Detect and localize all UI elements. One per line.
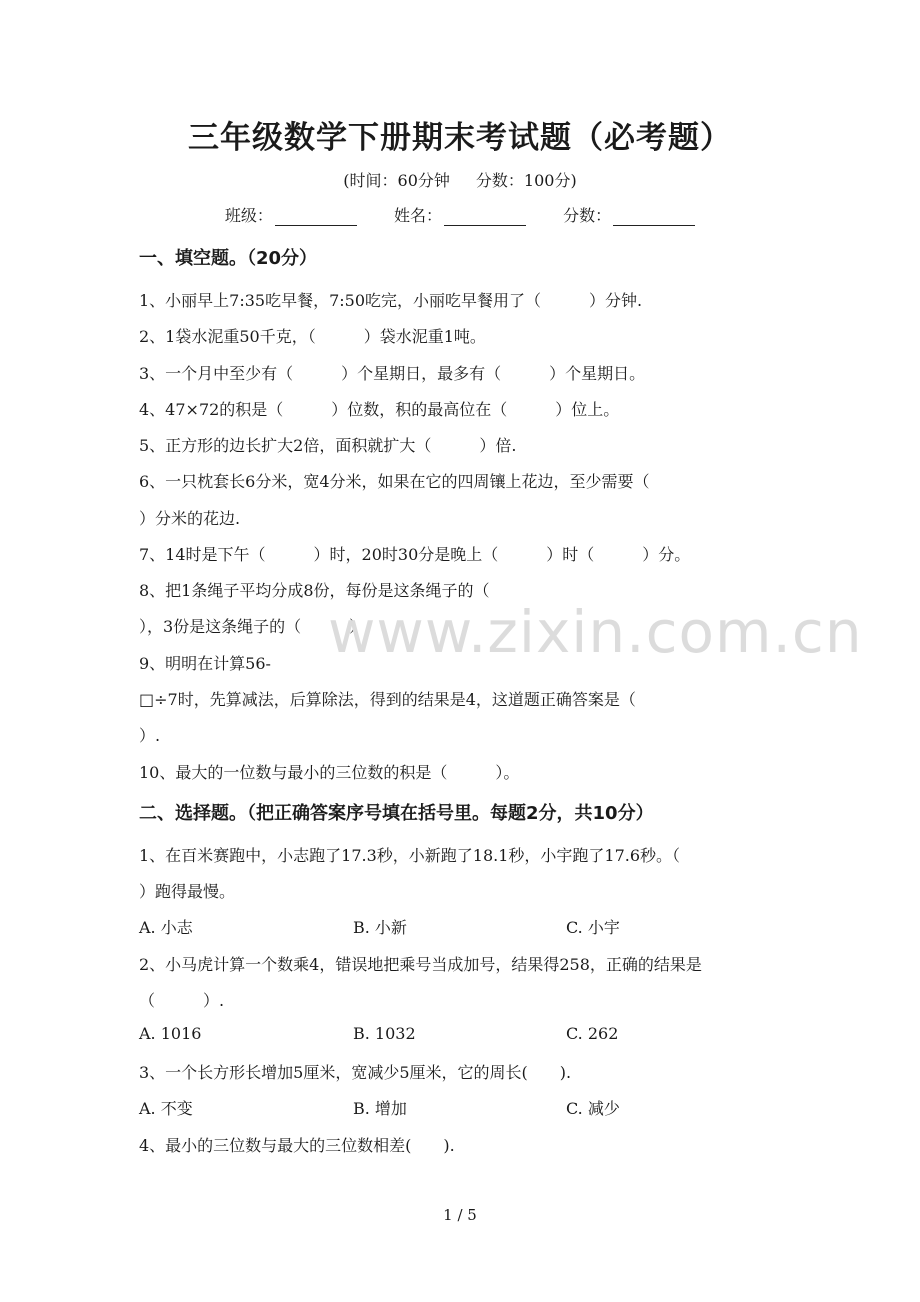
option-c: C. 小宇 [566, 918, 620, 937]
page-number: 1 / 5 [443, 1206, 477, 1224]
student-info-fields [0, 203, 920, 226]
option-a: A. 1016 [139, 1024, 202, 1043]
question-line: 2、1袋水泥重50千克，（ ）袋水泥重1吨。 [139, 327, 486, 346]
class-label: 班级： [224, 206, 273, 225]
name-label: 姓名： [393, 206, 442, 225]
option-a: A. 不变 [139, 1099, 193, 1118]
option-c: C. 减少 [566, 1099, 620, 1118]
class-blank [275, 207, 357, 226]
name-blank [444, 207, 526, 226]
question-line: 2、小马虎计算一个数乘4，错误地把乘号当成加号，结果得258，正确的结果是 [139, 955, 702, 974]
section1-heading: 一、填空题。（20分） [139, 248, 318, 269]
section2-heading: 二、选择题。（把正确答案序号填在括号里。每题2分，共10分） [139, 803, 654, 824]
watermark: www.zixin.com.cn [328, 598, 863, 666]
question-line: ）. [139, 726, 161, 745]
question-line: （ ）. [139, 991, 225, 1010]
question-line: 1、在百米赛跑中，小志跑了17.3秒，小新跑了18.1秒，小宇跑了17.6秒。（ [139, 846, 681, 865]
question-line: 1、小丽早上7:35吃早餐，7:50吃完，小丽吃早餐用了（ ）分钟. [139, 291, 643, 310]
question-line: 4、47×72的积是（ ）位数，积的最高位在（ ）位上。 [139, 400, 620, 419]
question-line: ）分米的花边. [139, 509, 241, 528]
question-line: 8、把1条绳子平均分成8份，每份是这条绳子的（ [139, 581, 490, 600]
option-c: C. 262 [566, 1024, 619, 1043]
name-field [394, 203, 526, 226]
question-line: 10、最大的一位数与最小的三位数的积是（ ）。 [139, 763, 520, 782]
option-b: B. 增加 [353, 1099, 407, 1118]
score-field [563, 203, 695, 226]
question-line: 3、一个月中至少有（ ）个星期日，最多有（ ）个星期日。 [139, 364, 646, 383]
score-blank [613, 207, 695, 226]
question-line: 7、14时是下午（ ）时，20时30分是晚上（ ）时（ ）分。 [139, 545, 691, 564]
option-b: B. 小新 [353, 918, 407, 937]
question-line: □÷7时，先算减法，后算除法，得到的结果是4，这道题正确答案是（ [139, 690, 636, 709]
option-a: A. 小志 [139, 918, 193, 937]
question-line: 6、一只枕套长6分米，宽4分米，如果在它的四周镶上花边，至少需要（ [139, 472, 650, 491]
score-label: 分数： [563, 206, 612, 225]
exam-meta [0, 168, 920, 191]
question-line: ）跑得最慢。 [139, 882, 236, 901]
time-limit: (时间：60分钟 [343, 171, 450, 190]
question-line: ），3份是这条绳子的（ ）. [139, 617, 371, 636]
class-field [225, 203, 357, 226]
question-line: 4、最小的三位数与最大的三位数相差( ). [139, 1136, 455, 1155]
question-line: 3、一个长方形长增加5厘米，宽减少5厘米，它的周长( ). [139, 1063, 572, 1082]
total-score: 分数：100分) [475, 171, 577, 190]
question-line: 9、明明在计算56- [139, 654, 271, 673]
question-line: 5、正方形的边长扩大2倍，面积就扩大（ ）倍. [139, 436, 517, 455]
exam-title: 三年级数学下册期末考试题（必考题） [188, 120, 732, 156]
option-b: B. 1032 [353, 1024, 416, 1043]
